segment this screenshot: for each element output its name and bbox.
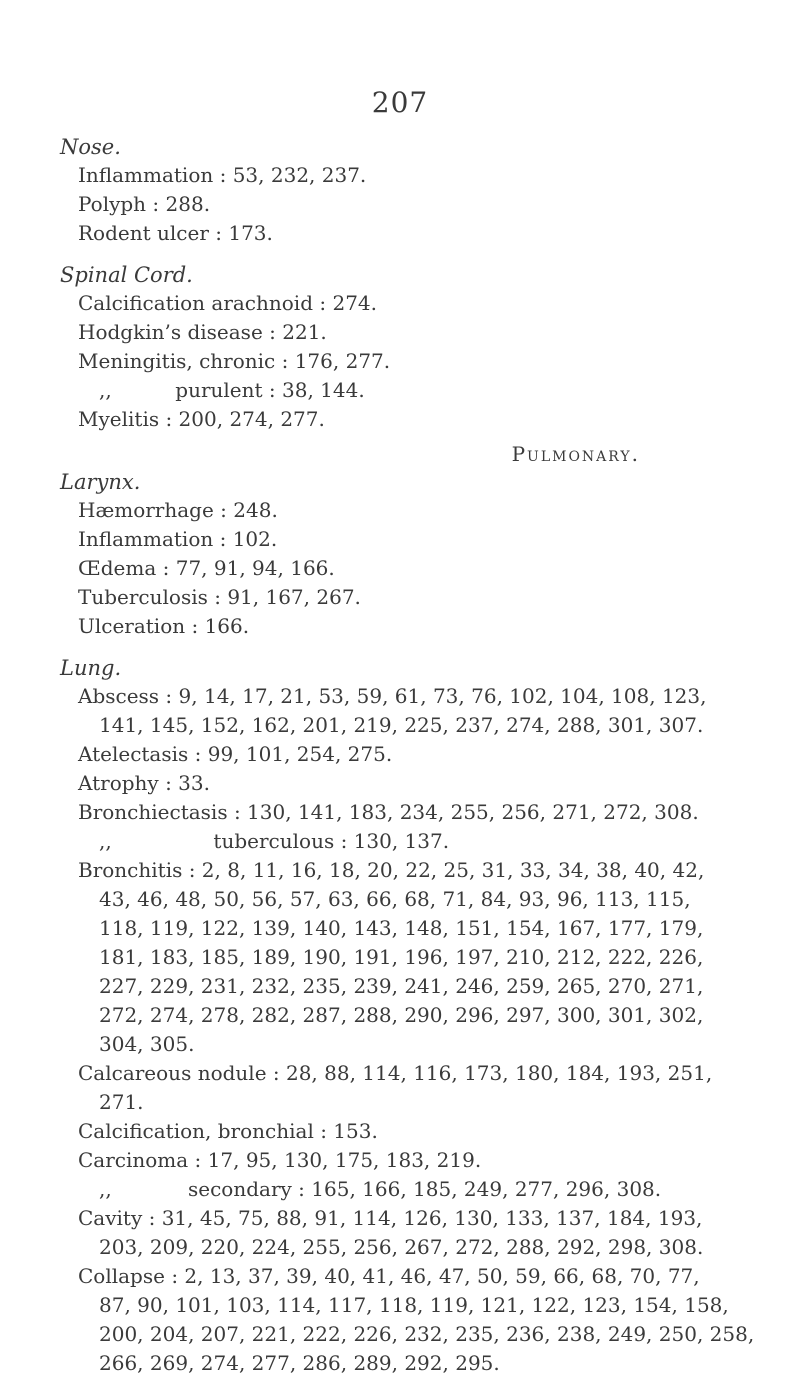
index-line: Polyph : 288. xyxy=(78,192,211,216)
index-line-ditto: ,, tuberculous : 130, 137. xyxy=(99,829,450,853)
index-line-continuation: 141, 145, 152, 162, 201, 219, 225, 237, 274, 288, 301, 307. xyxy=(99,713,704,737)
index-line: Hodgkin’s disease : 221. xyxy=(78,320,327,344)
index-line: Atelectasis : 99, 101, 254, 275. xyxy=(78,742,393,766)
index-line-ditto: ,, purulent : 38, 144. xyxy=(99,378,365,402)
index-line: Myelitis : 200, 274, 277. xyxy=(78,407,325,431)
index-line: Bronchitis : 2, 8, 11, 16, 18, 20, 22, 25, 31, 33, 34, 38, 40, 42, xyxy=(78,858,705,882)
index-line: Calcareous nodule : 28, 88, 114, 116, 173, 180, 184, 193, 251, xyxy=(78,1061,713,1085)
index-line-ditto: ,, secondary : 165, 166, 185, 249, 277, 296, 308. xyxy=(99,1177,662,1201)
section-title-larynx: Larynx. xyxy=(60,470,141,494)
index-line: Rodent ulcer : 173. xyxy=(78,221,273,245)
index-line: Meningitis, chronic : 176, 277. xyxy=(78,349,391,373)
page-number: 207 xyxy=(371,86,429,119)
index-line: Hæmorrhage : 248. xyxy=(78,498,278,522)
section-entries-nose xyxy=(78,161,760,248)
index-line: Inflammation : 102. xyxy=(78,527,278,551)
index-line: Cavity : 31, 45, 75, 88, 91, 114, 126, 130, 133, 137, 184, 193, xyxy=(78,1206,703,1230)
index-line: Ulceration : 166. xyxy=(78,614,250,638)
index-line: Carcinoma : 17, 95, 130, 175, 183, 219. xyxy=(78,1148,482,1172)
index-line-continuation: 203, 209, 220, 224, 255, 256, 267, 272, 288, 292, 298, 308. xyxy=(99,1235,704,1259)
pulmonary-heading: Pulmonary. xyxy=(511,442,640,466)
index-line-continuation: 181, 183, 185, 189, 190, 191, 196, 197, 210, 212, 222, 226, xyxy=(99,945,704,969)
index-line: Calcification, bronchial : 153. xyxy=(78,1119,378,1143)
section-title-lung: Lung. xyxy=(60,656,122,680)
index-line-continuation: 87, 90, 101, 103, 114, 117, 118, 119, 121, 122, 123, 154, 158, xyxy=(99,1293,729,1317)
index-line: Collapse : 2, 13, 37, 39, 40, 41, 46, 47, 50, 59, 66, 68, 70, 77, xyxy=(78,1264,700,1288)
index-line-continuation: 266, 269, 274, 277, 286, 289, 292, 295. xyxy=(99,1351,500,1375)
index-line: Abscess : 9, 14, 17, 21, 53, 59, 61, 73, 76, 102, 104, 108, 123, xyxy=(78,684,707,708)
index-line-continuation: 272, 274, 278, 282, 287, 288, 290, 296, 297, 300, 301, 302, xyxy=(99,1003,704,1027)
index-line-continuation: 304, 305. xyxy=(99,1032,195,1056)
index-line-continuation: 118, 119, 122, 139, 140, 143, 148, 151, 154, 167, 177, 179, xyxy=(99,916,704,940)
index-line-continuation: 200, 204, 207, 221, 222, 226, 232, 235, 236, 238, 249, 250, 258, xyxy=(99,1322,755,1346)
index-content xyxy=(60,133,760,1378)
section-entries-spinal-cord xyxy=(78,289,760,434)
index-line: Œdema : 77, 91, 94, 166. xyxy=(78,556,335,580)
section-title-nose: Nose. xyxy=(60,135,121,159)
index-line: Calcification arachnoid : 274. xyxy=(78,291,377,315)
index-line: Tuberculosis : 91, 167, 267. xyxy=(78,585,361,609)
index-line: Inflammation : 53, 232, 237. xyxy=(78,163,367,187)
section-entries-larynx xyxy=(78,496,760,641)
index-line: Atrophy : 33. xyxy=(78,771,210,795)
index-line-continuation: 227, 229, 231, 232, 235, 239, 241, 246, 259, 265, 270, 271, xyxy=(99,974,704,998)
section-entries-lung xyxy=(78,682,760,1378)
index-line-continuation: 271. xyxy=(99,1090,144,1114)
index-line-continuation: 43, 46, 48, 50, 56, 57, 63, 66, 68, 71, 84, 93, 96, 113, 115, xyxy=(99,887,691,911)
section-title-spinal-cord: Spinal Cord. xyxy=(60,263,193,287)
index-line: Bronchiectasis : 130, 141, 183, 234, 255, 256, 271, 272, 308. xyxy=(78,800,699,824)
